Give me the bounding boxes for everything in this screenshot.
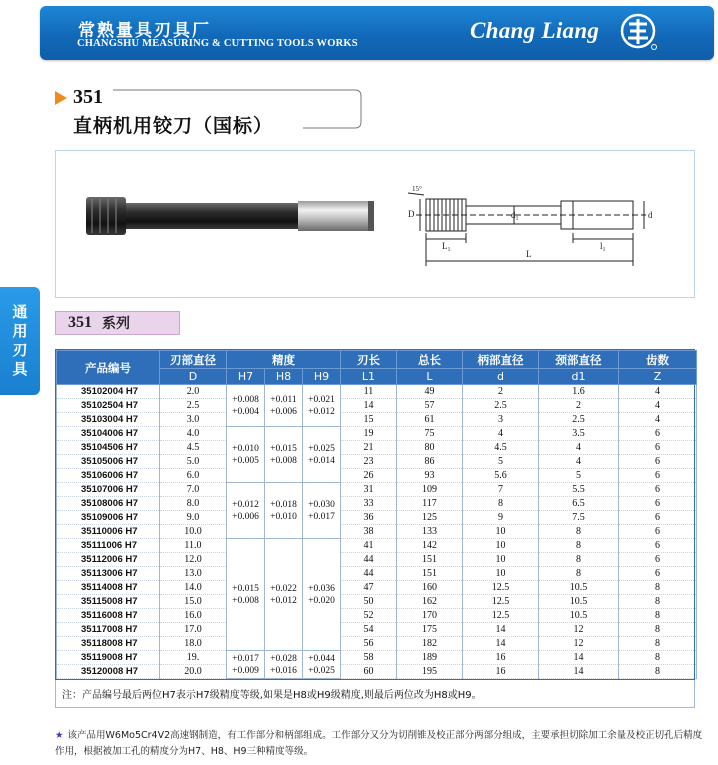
header-teeth: 齿数 (619, 351, 697, 369)
header-shank-dia: 柄部直径 (463, 351, 539, 369)
cell-shank-dia: 5.6 (463, 469, 539, 483)
subheader-d1: d1 (539, 369, 619, 385)
cell-blade-len: 21 (341, 441, 397, 455)
cell-blade-dia: 6.0 (160, 469, 227, 483)
cell-total-len: 195 (397, 665, 463, 679)
cell-total-len: 151 (397, 567, 463, 581)
cell-shank-dia: 4 (463, 427, 539, 441)
cell-total-len: 160 (397, 581, 463, 595)
cell-code: 35105006 H7 (57, 455, 160, 469)
tolerance-upper: +0.018 (270, 499, 297, 510)
cell-teeth: 4 (619, 399, 697, 413)
cell-teeth: 4 (619, 413, 697, 427)
cell-blade-len: 33 (341, 497, 397, 511)
side-tab-char: 刃 (12, 341, 28, 359)
series-label (55, 311, 180, 335)
table-row (57, 455, 697, 469)
subheader-L: L (397, 369, 463, 385)
cell-code: 35102004 H7 (57, 385, 160, 399)
cell-blade-len: 15 (341, 413, 397, 427)
series-text: 系列 (102, 316, 130, 332)
tolerance-upper: +0.011 (270, 394, 297, 405)
cell-total-len: 151 (397, 553, 463, 567)
series-number: 351 (68, 314, 92, 331)
heading-arrow-icon (55, 91, 67, 105)
cell-blade-len: 58 (341, 651, 397, 665)
cell-total-len: 75 (397, 427, 463, 441)
brand-logo-icon (620, 13, 658, 51)
cell-teeth: 8 (619, 609, 697, 623)
subheader-H8: H8 (265, 369, 303, 385)
cell-shank-dia: 10 (463, 525, 539, 539)
cell-neck-dia: 6.5 (539, 497, 619, 511)
tolerance-lower: +0.016 (270, 665, 297, 676)
table-row (57, 511, 697, 525)
tolerance-upper: +0.015 (270, 443, 297, 454)
cell-teeth: 6 (619, 553, 697, 567)
cell-teeth: 6 (619, 483, 697, 497)
tolerance-lower: +0.004 (232, 406, 259, 417)
tolerance-lower: +0.008 (232, 595, 259, 606)
cell-blade-len: 56 (341, 637, 397, 651)
cell-tolerance-h9 (303, 651, 341, 679)
tolerance-lower: +0.014 (308, 455, 335, 466)
table-row (57, 595, 697, 609)
cell-shank-dia: 8 (463, 497, 539, 511)
header-neck-dia: 颈部直径 (539, 351, 619, 369)
cell-tolerance-h7 (227, 539, 265, 651)
table-row (57, 427, 697, 441)
cell-code: 35118008 H7 (57, 637, 160, 651)
company-name-en: CHANGSHU MEASURING & CUTTING TOOLS WORKS (77, 38, 358, 49)
tolerance-upper: +0.010 (232, 443, 259, 454)
cell-neck-dia: 5 (539, 469, 619, 483)
cell-teeth: 6 (619, 497, 697, 511)
category-side-tab[interactable] (0, 287, 40, 395)
cell-blade-dia: 10.0 (160, 525, 227, 539)
cell-blade-dia: 16.0 (160, 609, 227, 623)
cell-neck-dia: 8 (539, 525, 619, 539)
cell-teeth: 6 (619, 455, 697, 469)
table-row (57, 441, 697, 455)
tolerance-upper: +0.044 (308, 653, 335, 664)
subheader-D: D (160, 369, 227, 385)
tolerance-lower: +0.020 (308, 595, 335, 606)
cell-blade-len: 38 (341, 525, 397, 539)
cell-shank-dia: 16 (463, 665, 539, 679)
cell-code: 35115008 H7 (57, 595, 160, 609)
spec-table-wrapper (55, 349, 695, 708)
cell-blade-dia: 13.0 (160, 567, 227, 581)
cell-teeth: 6 (619, 427, 697, 441)
spec-table-body (57, 385, 697, 679)
header-precision: 精度 (227, 351, 341, 369)
cell-total-len: 86 (397, 455, 463, 469)
cell-tolerance-h9 (303, 539, 341, 651)
cell-tolerance-h9 (303, 427, 341, 483)
cell-code: 35112006 H7 (57, 553, 160, 567)
tolerance-lower: +0.025 (308, 665, 335, 676)
cell-blade-dia: 4.0 (160, 427, 227, 441)
cell-code: 35110006 H7 (57, 525, 160, 539)
cell-blade-dia: 5.0 (160, 455, 227, 469)
table-row (57, 469, 697, 483)
cell-shank-dia: 9 (463, 511, 539, 525)
cell-teeth: 8 (619, 595, 697, 609)
cell-code: 35119008 H7 (57, 651, 160, 665)
cell-tolerance-h8 (265, 483, 303, 539)
cell-teeth: 8 (619, 581, 697, 595)
table-row (57, 567, 697, 581)
cell-total-len: 61 (397, 413, 463, 427)
tolerance-lower: +0.008 (270, 455, 297, 466)
cell-code: 35103004 H7 (57, 413, 160, 427)
table-row (57, 399, 697, 413)
dim-label-D: D (408, 209, 415, 219)
tolerance-lower: +0.005 (232, 455, 259, 466)
cell-tolerance-h9 (303, 385, 341, 427)
dim-label-L1: L₁ (442, 241, 451, 251)
cell-tolerance-h9 (303, 483, 341, 539)
cell-neck-dia: 12 (539, 637, 619, 651)
dim-label-l1: l₁ (600, 241, 606, 251)
cell-total-len: 133 (397, 525, 463, 539)
footnote-text: 该产品用W6Mo5Cr4V2高速钢制造，有工作部分和柄部组成。工作部分又分为切削锥及校正部分两部分组成，主要承担切除加工余量及校正切孔后精度作用，根据被加工孔的精度分为H7、H8、H9三种精度等级。 (55, 730, 703, 757)
cell-code: 35107006 H7 (57, 483, 160, 497)
cell-neck-dia: 3.5 (539, 427, 619, 441)
cell-blade-dia: 17.0 (160, 623, 227, 637)
tolerance-lower: +0.010 (270, 511, 297, 522)
cell-neck-dia: 8 (539, 553, 619, 567)
cell-neck-dia: 5.5 (539, 483, 619, 497)
cell-neck-dia: 14 (539, 665, 619, 679)
side-tab-char: 通 (12, 303, 28, 321)
cell-tolerance-h8 (265, 539, 303, 651)
table-row (57, 385, 697, 399)
cell-blade-len: 11 (341, 385, 397, 399)
cell-tolerance-h7 (227, 385, 265, 427)
tolerance-lower: +0.006 (232, 511, 259, 522)
tolerance-upper: +0.036 (308, 583, 335, 594)
tolerance-lower: +0.012 (308, 406, 335, 417)
cell-blade-len: 23 (341, 455, 397, 469)
cell-blade-len: 44 (341, 553, 397, 567)
cell-neck-dia: 14 (539, 651, 619, 665)
table-row (57, 413, 697, 427)
cell-blade-len: 44 (341, 567, 397, 581)
cell-blade-dia: 14.0 (160, 581, 227, 595)
cell-shank-dia: 10 (463, 539, 539, 553)
cell-blade-len: 60 (341, 665, 397, 679)
tolerance-lower: +0.009 (232, 665, 259, 676)
cell-shank-dia: 2 (463, 385, 539, 399)
heading-bracket-line (73, 89, 363, 129)
cell-teeth: 8 (619, 623, 697, 637)
cell-blade-len: 47 (341, 581, 397, 595)
cell-code: 35104006 H7 (57, 427, 160, 441)
tolerance-upper: +0.028 (270, 653, 297, 664)
tolerance-upper: +0.015 (232, 583, 259, 594)
cell-code: 35111006 H7 (57, 539, 160, 553)
side-tab-char: 具 (12, 360, 28, 378)
cell-shank-dia: 2.5 (463, 399, 539, 413)
tool-drawing-panel (55, 150, 695, 298)
cell-teeth: 8 (619, 651, 697, 665)
subheader-L1: L1 (341, 369, 397, 385)
cell-teeth: 6 (619, 567, 697, 581)
table-row (57, 539, 697, 553)
reamer-illustration (56, 151, 696, 299)
header-total-len: 总长 (397, 351, 463, 369)
cell-neck-dia: 4 (539, 455, 619, 469)
cell-teeth: 6 (619, 469, 697, 483)
tolerance-lower: +0.006 (270, 406, 297, 417)
cell-code: 35120008 H7 (57, 665, 160, 679)
cell-shank-dia: 5 (463, 455, 539, 469)
tolerance-upper: +0.012 (232, 499, 259, 510)
cell-total-len: 57 (397, 399, 463, 413)
header-blade-dia: 刃部直径 (160, 351, 227, 369)
cell-neck-dia: 7.5 (539, 511, 619, 525)
cell-tolerance-h7 (227, 427, 265, 483)
cell-shank-dia: 12.5 (463, 595, 539, 609)
product-footnote (55, 728, 707, 760)
cell-total-len: 49 (397, 385, 463, 399)
table-row (57, 623, 697, 637)
cell-neck-dia: 10.5 (539, 595, 619, 609)
cell-total-len: 80 (397, 441, 463, 455)
tolerance-upper: +0.008 (232, 394, 259, 405)
tolerance-upper: +0.022 (270, 583, 297, 594)
cell-blade-len: 52 (341, 609, 397, 623)
cell-total-len: 170 (397, 609, 463, 623)
cell-teeth: 6 (619, 511, 697, 525)
cell-shank-dia: 16 (463, 651, 539, 665)
cell-neck-dia: 8 (539, 567, 619, 581)
cell-teeth: 6 (619, 441, 697, 455)
cell-blade-dia: 12.0 (160, 553, 227, 567)
cell-code: 35113006 H7 (57, 567, 160, 581)
table-row (57, 665, 697, 679)
cell-blade-dia: 8.0 (160, 497, 227, 511)
tolerance-lower: +0.012 (270, 595, 297, 606)
tolerance-upper: +0.021 (308, 394, 335, 405)
cell-total-len: 93 (397, 469, 463, 483)
cell-blade-dia: 18.0 (160, 637, 227, 651)
cell-blade-dia: 3.0 (160, 413, 227, 427)
table-row (57, 483, 697, 497)
star-icon: ★ (55, 730, 64, 741)
cell-blade-len: 14 (341, 399, 397, 413)
subheader-Z: Z (619, 369, 697, 385)
cell-teeth: 8 (619, 665, 697, 679)
cell-blade-dia: 2.0 (160, 385, 227, 399)
cell-blade-len: 31 (341, 483, 397, 497)
cell-tolerance-h7 (227, 651, 265, 679)
table-row (57, 609, 697, 623)
reamer-photo (86, 197, 374, 235)
company-name-cn: 常熟量具刃具厂 (78, 21, 211, 41)
cell-teeth: 6 (619, 539, 697, 553)
cell-blade-dia: 4.5 (160, 441, 227, 455)
cell-neck-dia: 10.5 (539, 609, 619, 623)
tolerance-upper: +0.025 (308, 443, 335, 454)
cell-shank-dia: 10 (463, 567, 539, 581)
cell-neck-dia: 4 (539, 441, 619, 455)
cell-blade-len: 26 (341, 469, 397, 483)
cell-total-len: 182 (397, 637, 463, 651)
cell-neck-dia: 8 (539, 539, 619, 553)
cell-total-len: 189 (397, 651, 463, 665)
cell-shank-dia: 3 (463, 413, 539, 427)
table-row (57, 553, 697, 567)
cell-teeth: 4 (619, 385, 697, 399)
brand-name: Chang Liang (470, 18, 600, 43)
table-note: 注：产品编号最后两位H7表示H7级精度等级,如果是H8或H9级精度,则最后两位改为H8或H9。 (55, 680, 695, 708)
dim-label-angle: 15° (412, 185, 422, 193)
cell-total-len: 125 (397, 511, 463, 525)
table-row (57, 497, 697, 511)
header-blade-len: 刃长 (341, 351, 397, 369)
subheader-H9: H9 (303, 369, 341, 385)
cell-teeth: 6 (619, 525, 697, 539)
dim-label-d: d (648, 210, 653, 220)
side-tab-char: 用 (12, 322, 28, 340)
cell-shank-dia: 14 (463, 637, 539, 651)
tolerance-upper: +0.030 (308, 499, 335, 510)
spec-table (56, 350, 697, 679)
tolerance-lower: +0.017 (308, 511, 335, 522)
cell-code: 35117008 H7 (57, 623, 160, 637)
cell-neck-dia: 12 (539, 623, 619, 637)
cell-blade-len: 19 (341, 427, 397, 441)
cell-blade-dia: 15.0 (160, 595, 227, 609)
cell-total-len: 142 (397, 539, 463, 553)
cell-neck-dia: 10.5 (539, 581, 619, 595)
table-row (57, 525, 697, 539)
cell-code: 35108006 H7 (57, 497, 160, 511)
header-code: 产品编号 (57, 351, 160, 385)
cell-shank-dia: 12.5 (463, 609, 539, 623)
cell-total-len: 175 (397, 623, 463, 637)
cell-blade-dia: 11.0 (160, 539, 227, 553)
cell-blade-len: 41 (341, 539, 397, 553)
dim-label-L: L (526, 249, 532, 259)
tolerance-upper: +0.017 (232, 653, 259, 664)
cell-blade-dia: 20.0 (160, 665, 227, 679)
cell-code: 35109006 H7 (57, 511, 160, 525)
product-title: 直柄机用铰刀（国标） (73, 115, 274, 137)
subheader-H7: H7 (227, 369, 265, 385)
cell-blade-dia: 7.0 (160, 483, 227, 497)
table-row (57, 637, 697, 651)
cell-shank-dia: 4.5 (463, 441, 539, 455)
cell-shank-dia: 7 (463, 483, 539, 497)
cell-shank-dia: 10 (463, 553, 539, 567)
cell-shank-dia: 12.5 (463, 581, 539, 595)
cell-neck-dia: 2 (539, 399, 619, 413)
cell-blade-len: 54 (341, 623, 397, 637)
cell-tolerance-h7 (227, 483, 265, 539)
table-row (57, 651, 697, 665)
cell-tolerance-h8 (265, 651, 303, 679)
cell-code: 35114008 H7 (57, 581, 160, 595)
cell-shank-dia: 14 (463, 623, 539, 637)
cell-tolerance-h8 (265, 427, 303, 483)
cell-blade-len: 50 (341, 595, 397, 609)
cell-tolerance-h8 (265, 385, 303, 427)
cell-total-len: 117 (397, 497, 463, 511)
table-row (57, 581, 697, 595)
cell-blade-dia: 19. (160, 651, 227, 665)
product-number: 351 (73, 86, 103, 108)
cell-blade-dia: 2.5 (160, 399, 227, 413)
cell-neck-dia: 1.6 (539, 385, 619, 399)
header-banner (40, 6, 714, 60)
cell-code: 35104506 H7 (57, 441, 160, 455)
cell-code: 35116008 H7 (57, 609, 160, 623)
cell-blade-len: 36 (341, 511, 397, 525)
cell-code: 35102504 H7 (57, 399, 160, 413)
cell-total-len: 162 (397, 595, 463, 609)
cell-blade-dia: 9.0 (160, 511, 227, 525)
cell-neck-dia: 2.5 (539, 413, 619, 427)
cell-code: 35106006 H7 (57, 469, 160, 483)
subheader-d: d (463, 369, 539, 385)
cell-total-len: 109 (397, 483, 463, 497)
cell-teeth: 8 (619, 637, 697, 651)
dim-label-d1: d₁ (511, 210, 519, 220)
